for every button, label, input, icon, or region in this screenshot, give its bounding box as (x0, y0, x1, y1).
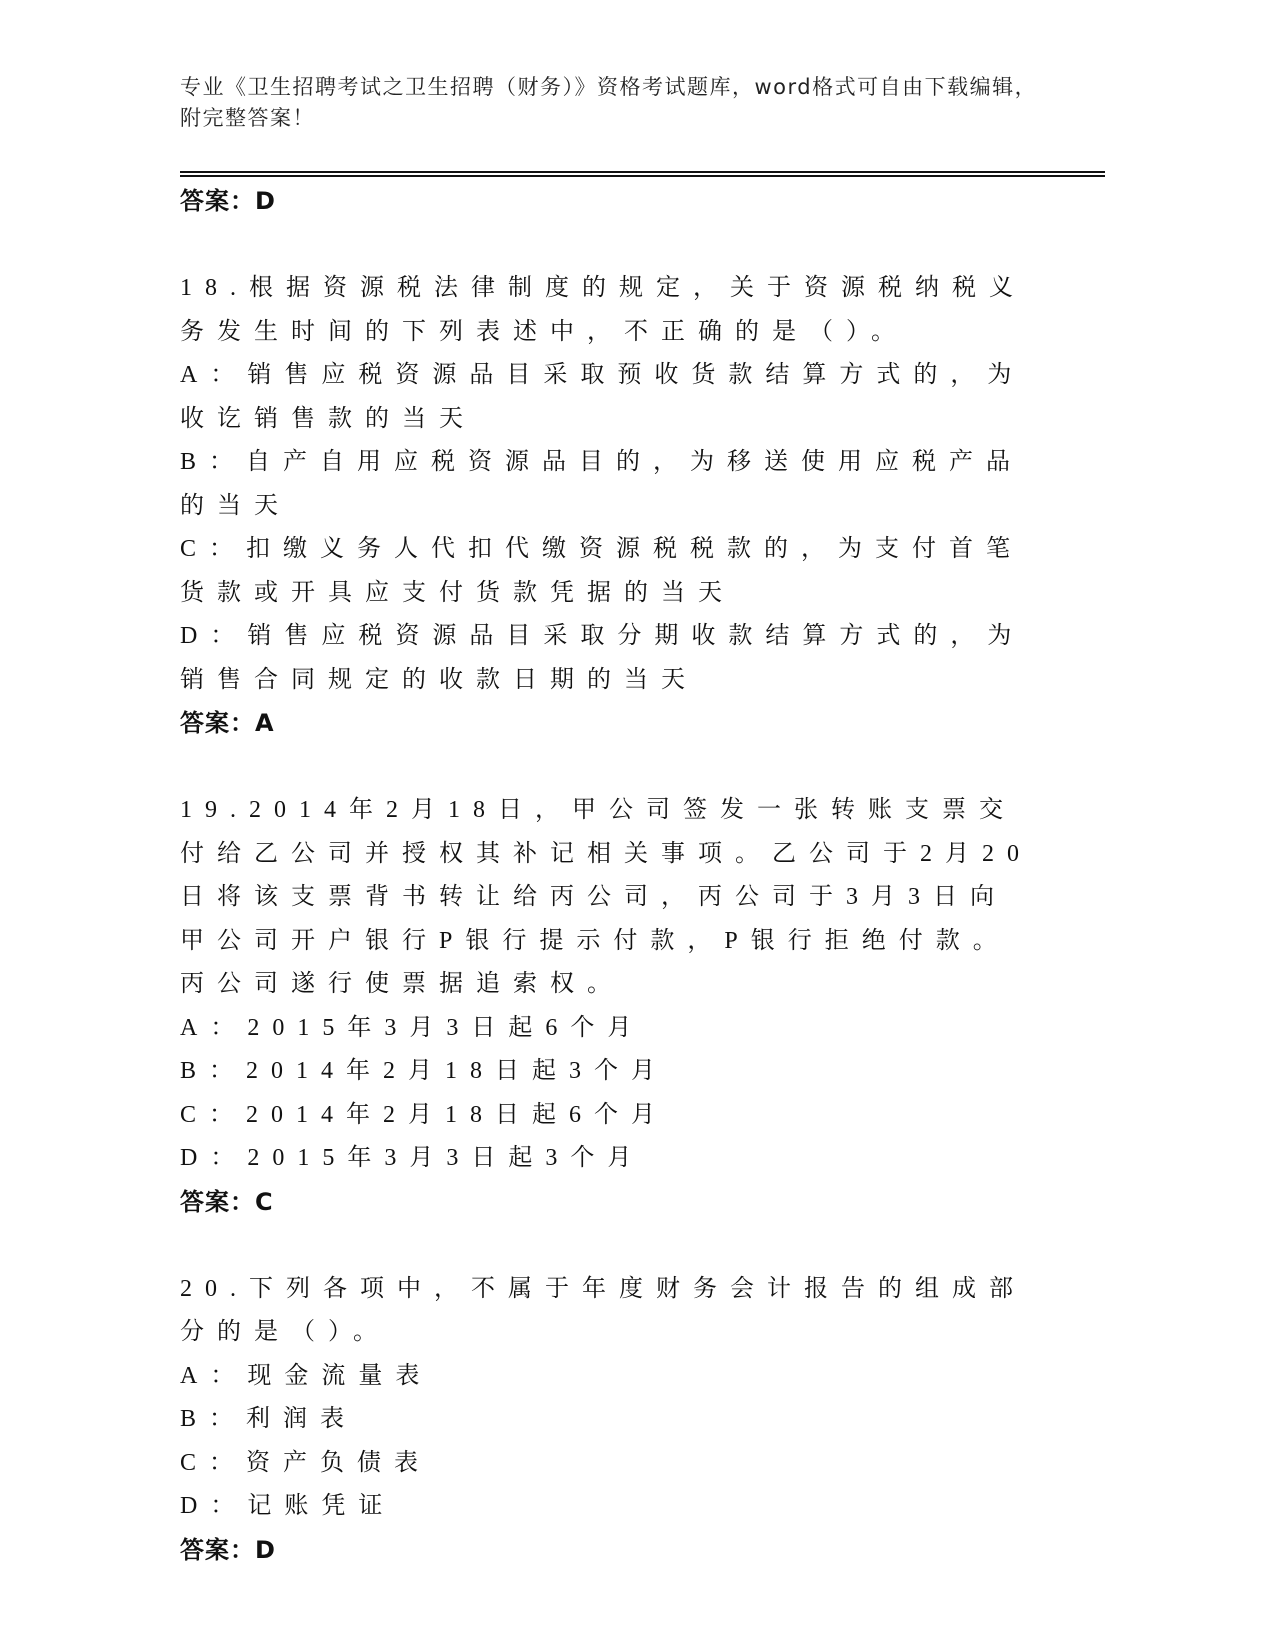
answer: 答案：A (180, 709, 275, 737)
question-18 (180, 267, 1040, 746)
option-b: B：2014年2月18日起3个月 (180, 1058, 669, 1084)
header-divider-bottom (180, 175, 1105, 177)
document-body (180, 180, 1040, 1572)
option-a: A：销售应税资源品目采取预收货款结算方式的，为收讫销售款的当天 (180, 362, 1025, 432)
previous-answer: 答案：D (180, 187, 276, 215)
option-c: C：资产负债表 (180, 1449, 432, 1476)
option-c: C：扣缴义务人代扣代缴资源税税款的，为支付首笔货款或开具应支付货款凭据的当天 (180, 536, 1024, 606)
document-header: 专业《卫生招聘考试之卫生招聘（财务）》资格考试题库，word格式可自由下载编辑，附完整答案！ (180, 75, 1038, 130)
option-d: D：2015年3月3日起3个月 (180, 1145, 645, 1171)
option-d: D：记账凭证 (180, 1493, 396, 1519)
question-stem: 19.2014年2月18日，甲公司签发一张转账支票交付给乙公司并授权其补记相关事项。乙公司于2月20日将该支票背书转让给丙公司，丙公司于3月3日向甲公司开户银行P银行提示付款，P银行拒绝付款。丙公司遂行使票据追索权。 (180, 797, 1032, 997)
option-a: A：2015年3月3日起6个月 (180, 1014, 645, 1041)
header-divider-top (180, 171, 1105, 173)
question-20 (180, 1268, 1040, 1573)
answer: 答案：D (180, 1535, 276, 1564)
question-stem: 18.根据资源税法律制度的规定，关于资源税纳税义务发生时间的下列表述中，不正确的是（）。 (180, 275, 1026, 345)
option-c: C：2014年2月18日起6个月 (180, 1101, 669, 1128)
option-a: A：现金流量表 (180, 1362, 433, 1389)
question-stem: 20.下列各项中，不属于年度财务会计报告的组成部分的是（）。 (180, 1275, 1026, 1345)
option-b: B：自产自用应税资源品目的，为移送使用应税产品的当天 (180, 449, 1024, 519)
option-d: D：销售应税资源品目采取分期收款结算方式的，为销售合同规定的收款日期的当天 (180, 623, 1025, 693)
option-b: B：利润表 (180, 1406, 358, 1432)
question-19 (180, 789, 1040, 1224)
answer: 答案：C (180, 1187, 274, 1216)
